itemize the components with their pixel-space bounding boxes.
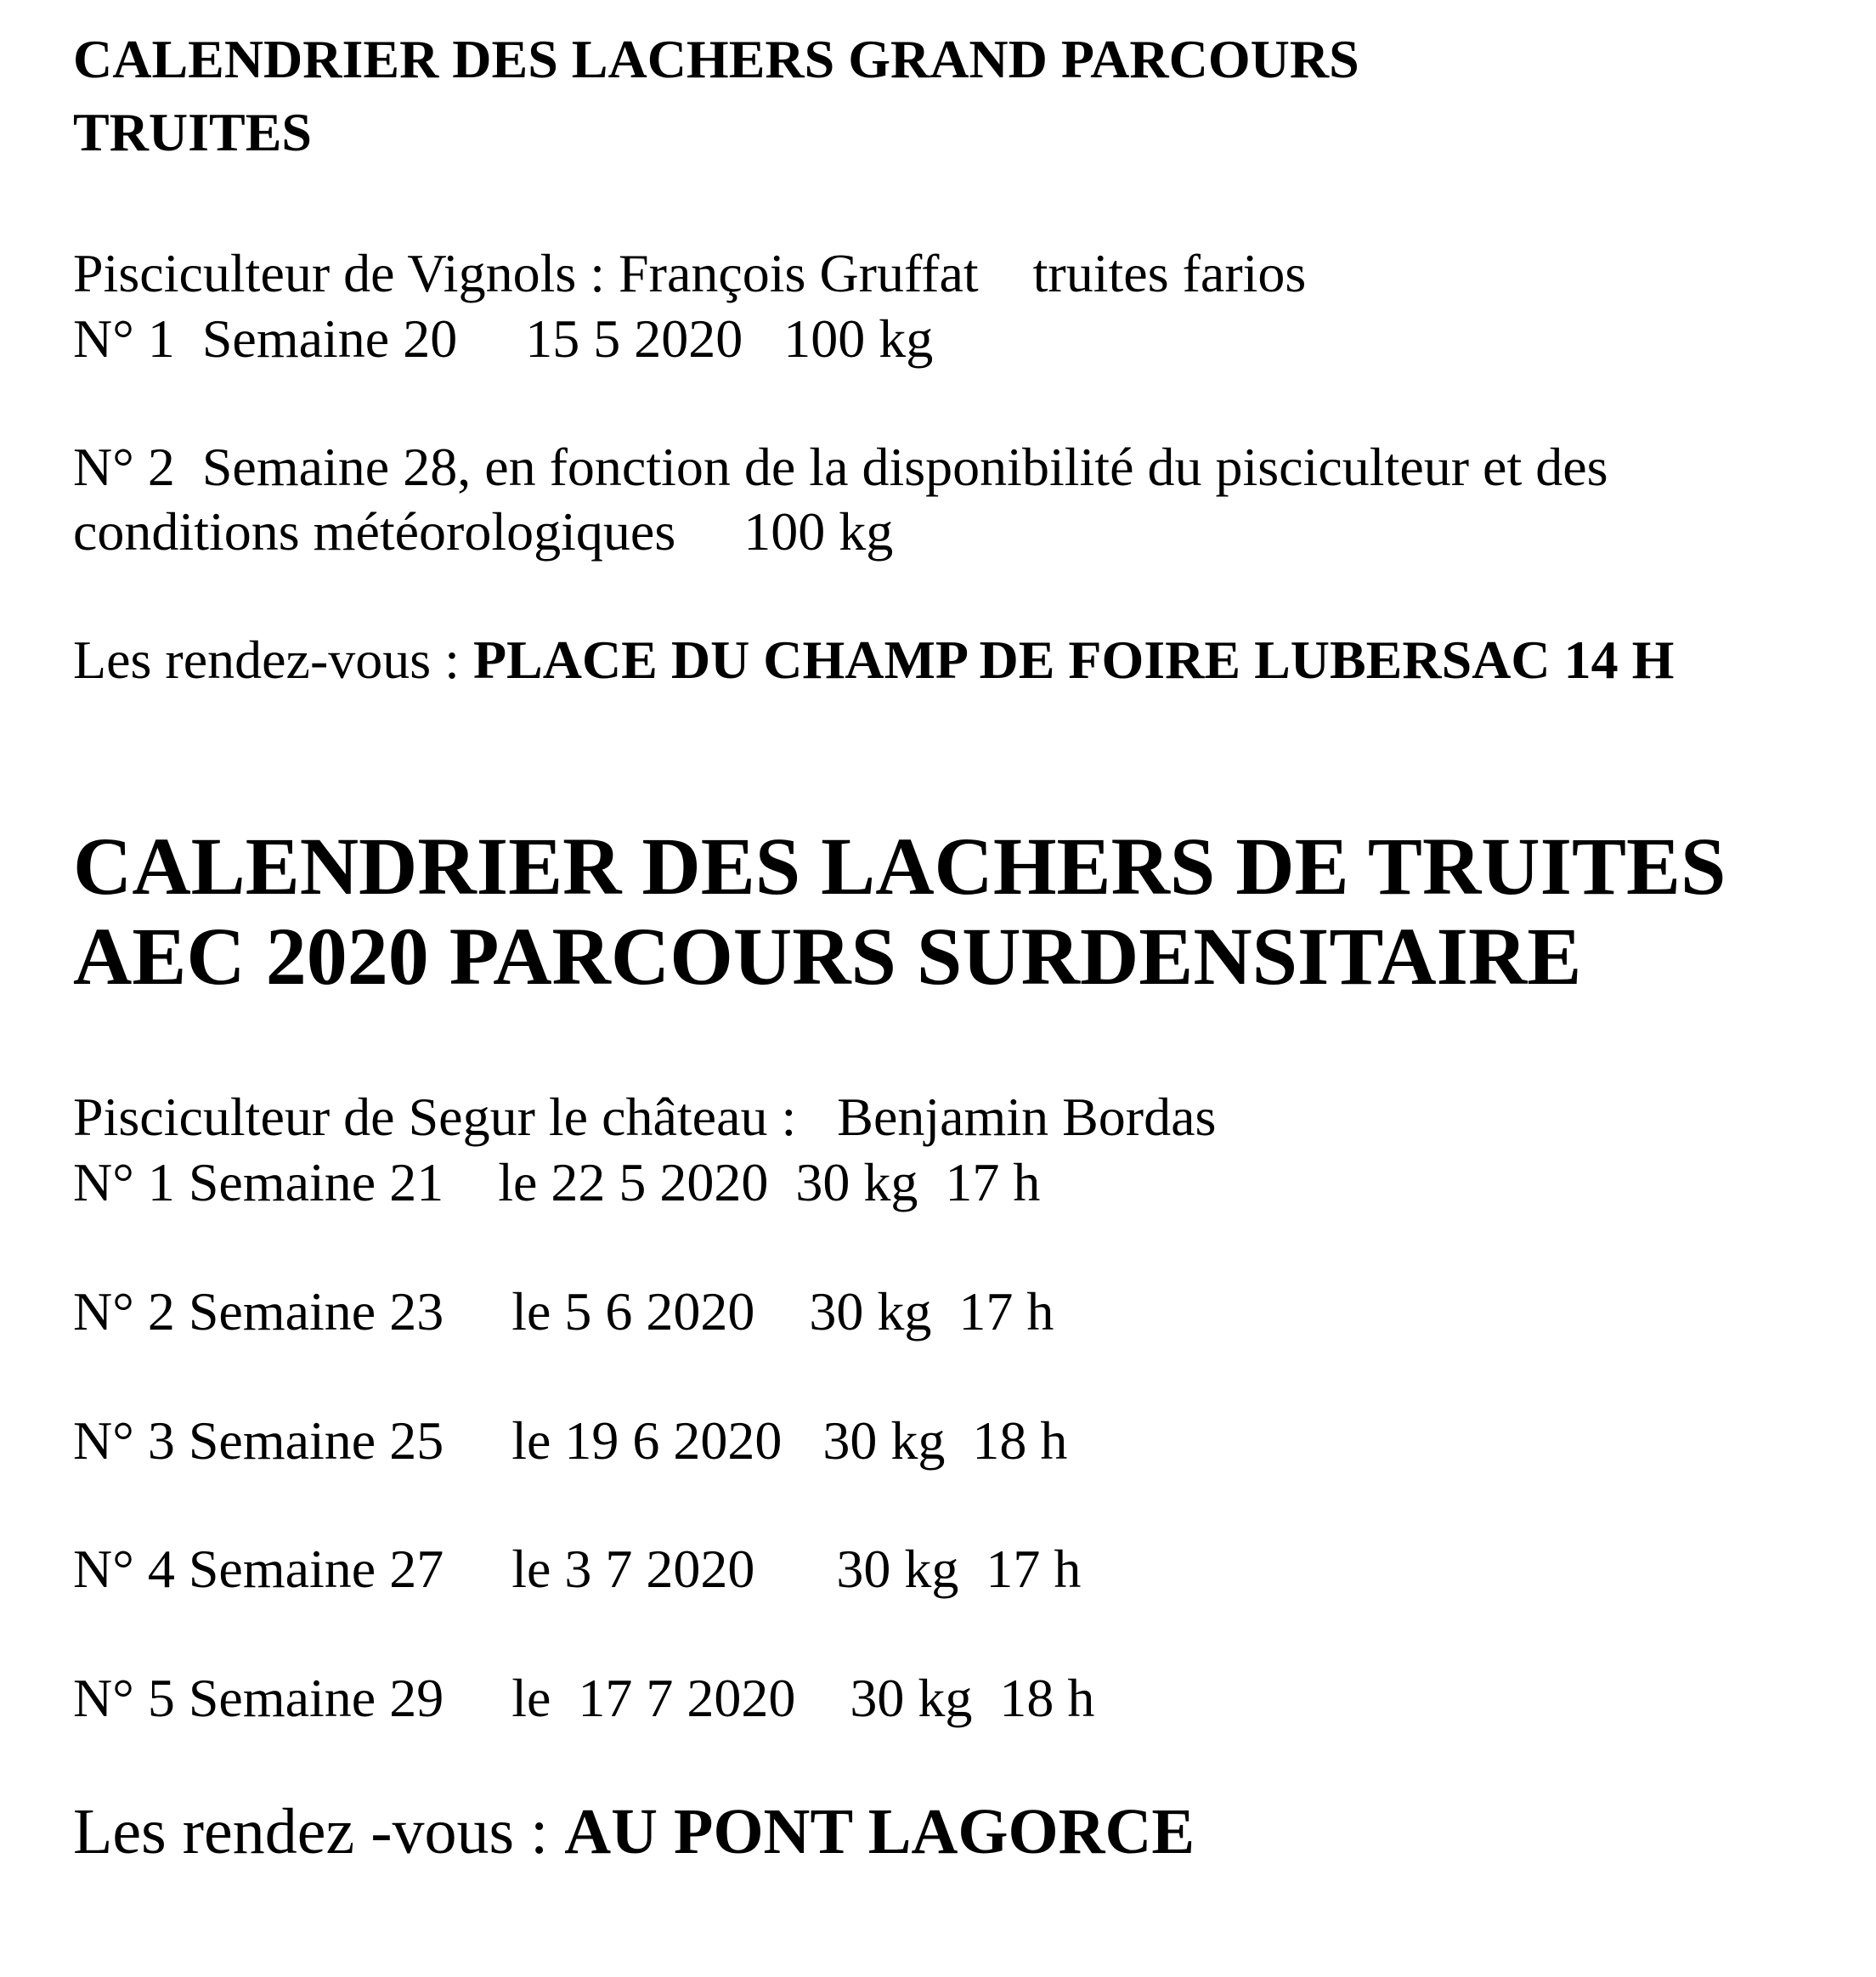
section2-release: N° 4 Semaine 27 le 3 7 2020 30 kg 17 h — [73, 1539, 1082, 1599]
section1-meeting-label: Les rendez-vous : — [73, 630, 473, 690]
section2-meeting-place: AU PONT LAGORCE — [564, 1796, 1195, 1867]
section1-title-line2: TRUITES — [73, 102, 312, 162]
section1-producer: Pisciculteur de Vignols : François Gruffat truites farios — [73, 243, 1307, 303]
section2-meeting — [73, 1796, 1195, 1867]
section2-title-line2: AEC 2020 PARCOURS SURDENSITAIRE — [73, 911, 1582, 1002]
section2-release: N° 1 Semaine 21 le 22 5 2020 30 kg 17 h — [73, 1152, 1041, 1212]
section1-title-line1: CALENDRIER DES LACHERS GRAND PARCOURS — [73, 29, 1359, 89]
section2-release: N° 2 Semaine 23 le 5 6 2020 30 kg 17 h — [73, 1281, 1054, 1342]
section2-title-line1: CALENDRIER DES LACHERS DE TRUITES — [73, 821, 1726, 912]
section1-release-2-line2: conditions météorologiques 100 kg — [73, 501, 894, 562]
section2-meeting-label: Les rendez -vous : — [73, 1796, 565, 1867]
section2-release: N° 5 Semaine 29 le 17 7 2020 30 kg 18 h — [73, 1668, 1095, 1728]
section1-meeting-place: PLACE DU CHAMP DE FOIRE LUBERSAC 14 H — [472, 630, 1675, 690]
section2-release: N° 3 Semaine 25 le 19 6 2020 30 kg 18 h — [73, 1410, 1068, 1471]
section1-release-1: N° 1 Semaine 20 15 5 2020 100 kg — [73, 308, 934, 369]
section2-producer: Pisciculteur de Segur le château : Benjamin Bordas — [73, 1087, 1217, 1147]
section1-release-2-line1: N° 2 Semaine 28, en fonction de la disponibilité du pisciculteur et des — [73, 437, 1608, 497]
section1-meeting — [73, 630, 1675, 690]
